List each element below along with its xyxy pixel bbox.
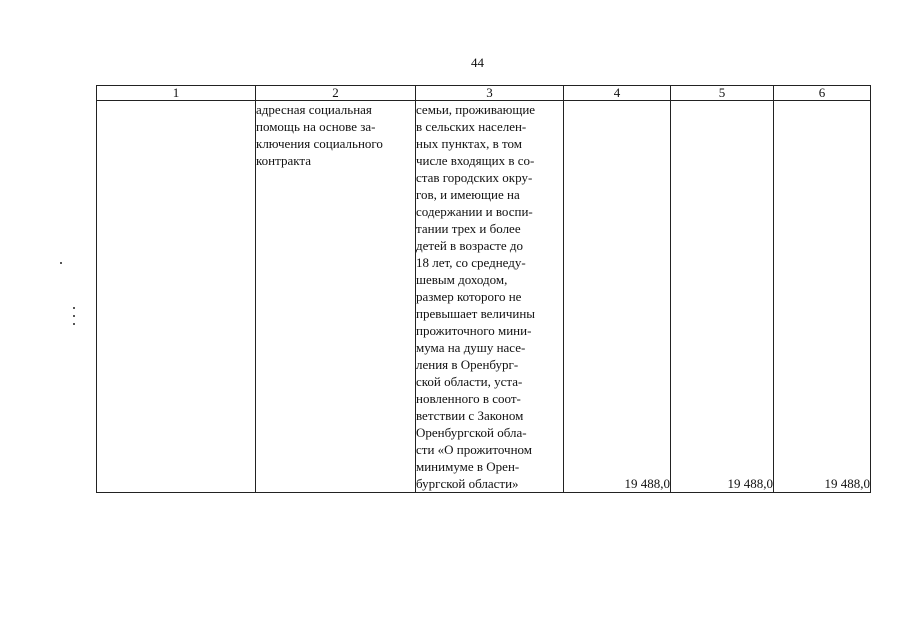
column-header-1: 1 xyxy=(97,86,256,101)
table-row xyxy=(97,101,871,493)
cell-amount-col6: 19 488,0 xyxy=(774,101,871,493)
column-header-3: 3 xyxy=(416,86,564,101)
page-number: 44 xyxy=(471,55,484,70)
cell-col1 xyxy=(97,101,256,493)
cell-amount-col5: 19 488,0 xyxy=(671,101,774,493)
budget-table xyxy=(96,85,871,493)
cell-measure-name: адресная социальная помощь на основе за- ключения социального контракта xyxy=(256,101,416,493)
column-header-6: 6 xyxy=(774,86,871,101)
scan-artifact-dot xyxy=(73,307,75,309)
cell-recipient-category: семьи, проживающие в сельских населен- ных пунктах, в том числе входящих в со- став городских окру- гов, и имеющие на содержании и воспи- тании трех и более детей в возрасте до 18 лет, со среднеду- шевым доходом, размер которого не превышает величины прожиточного мини- мума на душу насе- ления в Оренбург- ской области, уста- новленного в соот- ветствии с Законом Оренбургской обла- сти «О прожиточном минимуме в Орен- бургской области» xyxy=(416,101,564,493)
column-header-5: 5 xyxy=(671,86,774,101)
cell-amount-col4: 19 488,0 xyxy=(564,101,671,493)
scan-artifact-dot xyxy=(73,315,75,317)
scan-artifact-dot xyxy=(73,323,75,325)
column-number-row xyxy=(97,86,871,101)
column-header-4: 4 xyxy=(564,86,671,101)
column-header-2: 2 xyxy=(256,86,416,101)
scan-artifact-dot xyxy=(60,262,62,264)
